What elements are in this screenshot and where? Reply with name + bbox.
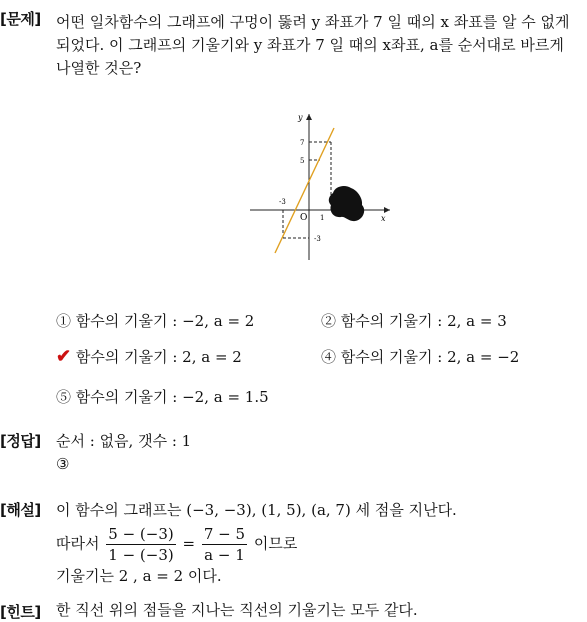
fraction-1 xyxy=(106,524,175,565)
option-3[interactable] xyxy=(56,346,242,367)
label-y7: 7 xyxy=(300,139,305,147)
problem-line-3: 나열한 것은? xyxy=(56,59,142,77)
label-y-neg3: -3 xyxy=(314,235,321,243)
label-x-neg3: -3 xyxy=(279,198,286,206)
label-origin: O xyxy=(300,213,308,223)
option-3-text: 함수의 기울기 : 2, a = 2 xyxy=(75,348,242,366)
option-2-number: ② xyxy=(321,312,337,330)
option-1[interactable] xyxy=(56,310,254,331)
answer-line-1: 순서 : 없음, 갯수 : 1 xyxy=(56,432,192,450)
answer-text xyxy=(56,430,191,476)
option-5-text: 함수의 기울기 : −2, a = 1.5 xyxy=(75,388,269,406)
function-line xyxy=(275,128,334,253)
hint-tag: [힌트] xyxy=(0,603,41,621)
explanation-prefix: 따라서 xyxy=(56,534,100,553)
hole-blot xyxy=(329,186,364,221)
option-4[interactable] xyxy=(321,346,519,367)
explanation-line-1: 이 함수의 그래프는 (−3, −3), (1, 5), (a, 7) 세 점을 지난다. xyxy=(56,501,457,519)
label-x1: 1 xyxy=(320,214,325,222)
problem-line-2: 되었다. 이 그래프의 기울기와 y 좌표가 7 일 때의 x좌표, a를 순서대로 바르게 xyxy=(56,36,564,54)
option-5[interactable] xyxy=(56,386,269,407)
function-graph xyxy=(245,108,395,268)
option-4-number: ④ xyxy=(321,348,337,366)
option-4-text: 함수의 기울기 : 2, a = −2 xyxy=(340,348,520,366)
problem-line-1: 어떤 일차함수의 그래프에 구멍이 뚫려 y 좌표가 7 일 때의 x 좌표를 알 수 없게 xyxy=(56,13,570,31)
explanation-line-3: 기울기는 2 , a = 2 이다. xyxy=(56,567,222,585)
explanation-text xyxy=(56,499,457,588)
problem-tag: [문제] xyxy=(0,10,41,28)
option-1-number: ① xyxy=(56,312,72,330)
option-5-number: ⑤ xyxy=(56,388,72,406)
problem-text xyxy=(56,11,584,80)
explanation-line-2 xyxy=(56,524,457,565)
fraction-2-denominator: a − 1 xyxy=(204,546,245,564)
answer-tag: [정답] xyxy=(0,432,41,450)
fraction-1-denominator: 1 − (−3) xyxy=(108,546,174,564)
label-y5: 5 xyxy=(300,157,305,165)
option-2[interactable] xyxy=(321,310,507,331)
x-axis-arrow xyxy=(384,207,390,213)
explanation-tag: [해설] xyxy=(0,501,41,519)
fraction-2 xyxy=(202,524,247,565)
checkmark-icon: ✔ xyxy=(56,346,72,367)
option-1-text: 함수의 기울기 : −2, a = 2 xyxy=(75,312,255,330)
answer-line-2: ③ xyxy=(56,455,70,473)
label-x-axis: x xyxy=(381,214,386,223)
explanation-suffix: 이므로 xyxy=(253,534,298,553)
equals-sign: = xyxy=(182,534,196,553)
hint-text: 한 직선 위의 점들을 지나는 직선의 기울기는 모두 같다. xyxy=(56,601,418,619)
label-y-axis: y xyxy=(298,113,303,122)
fraction-1-numerator: 5 − (−3) xyxy=(108,525,174,543)
fraction-2-numerator: 7 − 5 xyxy=(203,525,246,543)
option-2-text: 함수의 기울기 : 2, a = 3 xyxy=(340,312,507,330)
y-axis-arrow xyxy=(306,114,312,120)
